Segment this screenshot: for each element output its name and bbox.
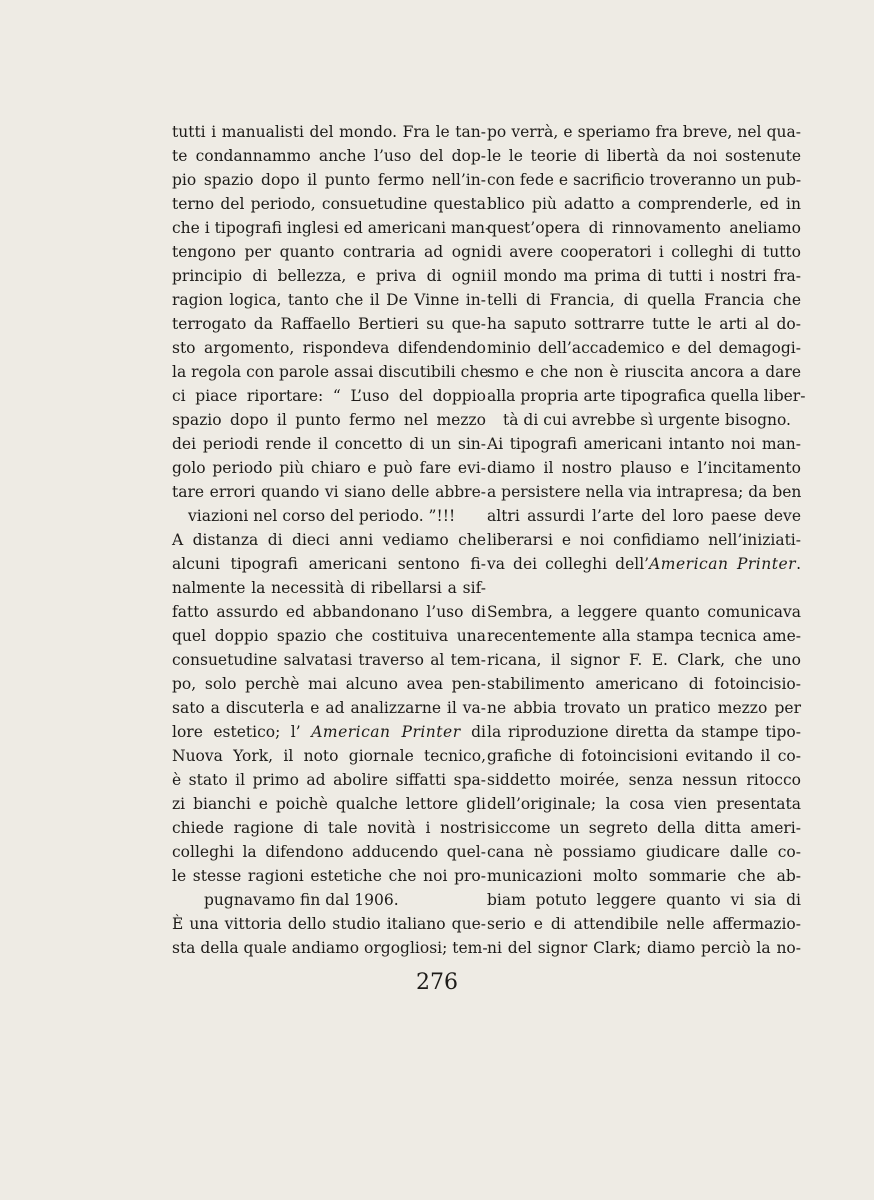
text-line: pugnavamo fin dal 1906.	[204, 891, 399, 909]
text-line: tengono per quanto contraria ad ogni	[172, 243, 486, 261]
text-line: te condannammo anche l’uso del dop-	[172, 147, 486, 165]
text-line: le stesse ragioni estetiche che noi pro-	[172, 867, 486, 885]
text-line: smo e che non è riuscita ancora a dare	[487, 363, 801, 381]
text-line: diamo il nostro plauso e l’incitamento	[487, 459, 801, 477]
text-line: pio spazio dopo il punto fermo nell’in-	[172, 171, 486, 189]
text-line: che i tipografi inglesi ed americani man-	[172, 219, 491, 237]
text-line: dei periodi rende il concetto di un sin-	[172, 435, 486, 453]
text-line: di avere cooperatori i colleghi di tutto	[487, 243, 801, 261]
text-span: lore estetico; l’	[172, 723, 312, 741]
text-line: è stato il primo ad abolire siffatti spa-	[172, 771, 486, 789]
text-line: terno del periodo, consuetudine questa	[172, 195, 486, 213]
text-span: di	[460, 723, 486, 741]
text-span: va dei colleghi dell’	[487, 555, 650, 573]
text-line: nalmente la necessità di ribellarsi a sif-	[172, 579, 486, 597]
text-line: ne abbia trovato un pratico mezzo per	[487, 699, 801, 717]
text-line: ricana, il signor F. E. Clark, che uno	[487, 651, 801, 669]
text-line: dell’originale; la cosa vien presentata	[487, 795, 801, 813]
text-line: ha saputo sottrarre tutte le arti al do-	[487, 315, 801, 333]
text-line: serio e di attendibile nelle affermazio-	[487, 915, 801, 933]
text-line: il mondo ma prima di tutti i nostri fra-	[487, 267, 801, 285]
italic-title: American Printer	[649, 555, 797, 573]
text-line: telli di Francia, di quella Francia che	[487, 291, 801, 309]
text-line: sto argomento, rispondeva difendendo	[172, 339, 486, 357]
text-line: stabilimento americano di fotoincisio-	[487, 675, 801, 693]
text-line: ci piace riportare: “ L’uso del doppio	[172, 387, 486, 405]
text-line: golo periodo più chiaro e può fare evi-	[172, 459, 486, 477]
text-line: recentemente alla stampa tecnica ame-	[487, 627, 801, 645]
italic-title: American Printer	[311, 723, 461, 741]
text-line: Ai tipografi americani intanto noi man-	[487, 435, 801, 453]
left-column	[172, 120, 491, 960]
text-line: colleghi la difendono adducendo quel-	[172, 843, 486, 861]
text-line: principio di bellezza, e priva di ogni	[172, 267, 486, 285]
text-line: alla propria arte tipografica quella liber-	[487, 387, 806, 405]
text-line: con fede e sacrificio troveranno un pub-	[487, 171, 802, 189]
text-line: Nuova York, il noto giornale tecnico,	[172, 747, 486, 765]
text-line: blico più adatto a comprenderle, ed in	[487, 195, 801, 213]
text-line: A distanza di dieci anni vediamo che	[172, 531, 486, 549]
text-line: cana nè possiamo giudicare dalle co-	[487, 843, 801, 861]
text-line: siddetto moirée, senza nessun ritocco	[487, 771, 801, 789]
text-line: quest’opera di rinnovamento aneliamo	[487, 219, 801, 237]
text-line: viazioni nel corso del periodo. ”!!!	[188, 507, 456, 525]
text-line: altri assurdi l’arte del loro paese deve	[487, 507, 801, 525]
text-line-italic	[487, 552, 801, 576]
text-line: grafiche di fotoincisioni evitando il co-	[487, 747, 801, 765]
text-line: consuetudine salvatasi traverso al tem-	[172, 651, 486, 669]
text-line: ragion logica, tanto che il De Vinne in-	[172, 291, 486, 309]
text-line: biam potuto leggere quanto vi sia di	[487, 891, 801, 909]
text-line: tutti i manualisti del mondo. Fra le tan-	[172, 123, 486, 141]
text-line: municazioni molto sommarie che ab-	[487, 867, 801, 885]
text-line: tà di cui avrebbe sì urgente bisogno.	[503, 411, 791, 429]
text-line: siccome un segreto della ditta ameri-	[487, 819, 801, 837]
text-line: sta della quale andiamo orgogliosi; tem-	[172, 939, 488, 957]
text-line: po, solo perchè mai alcuno avea pen-	[172, 675, 486, 693]
page-number: 276	[416, 970, 458, 995]
text-line: spazio dopo il punto fermo nel mezzo	[172, 411, 486, 429]
text-line: sato a discuterla e ad analizzarne il va-	[172, 699, 486, 717]
text-line: alcuni tipografi americani sentono fi-	[172, 555, 486, 573]
text-line: quel doppio spazio che costituiva una	[172, 627, 486, 645]
text-line: chiede ragione di tale novità i nostri	[172, 819, 486, 837]
text-line: la regola con parole assai discutibili che	[172, 363, 489, 381]
text-line: Sembra, a leggere quanto comunicava	[487, 603, 801, 621]
text-line: po verrà, e speriamo fra breve, nel qua-	[487, 123, 801, 141]
text-span: .	[796, 555, 802, 573]
text-line: fatto assurdo ed abbandonano l’uso di	[172, 603, 486, 621]
text-line: tare errori quando vi siano delle abbre-	[172, 483, 486, 501]
text-line-italic	[172, 720, 486, 744]
text-line: le le teorie di libertà da noi sostenute	[487, 147, 801, 165]
text-line: terrogato da Raffaello Bertieri su que-	[172, 315, 486, 333]
text-line: la riproduzione diretta da stampe tipo-	[487, 723, 801, 741]
text-line: a persistere nella via intrapresa; da ben	[487, 483, 802, 501]
text-line: È una vittoria dello studio italiano que-	[172, 915, 486, 933]
text-line: minio dell’accademico e del demagogi-	[487, 339, 801, 357]
right-column	[487, 120, 806, 960]
text-line: ni del signor Clark; diamo perciò la no-	[487, 939, 801, 957]
text-line: liberarsi e noi confidiamo nell’iniziati-	[487, 531, 801, 549]
text-line: zi bianchi e poichè qualche lettore gli	[172, 795, 486, 813]
